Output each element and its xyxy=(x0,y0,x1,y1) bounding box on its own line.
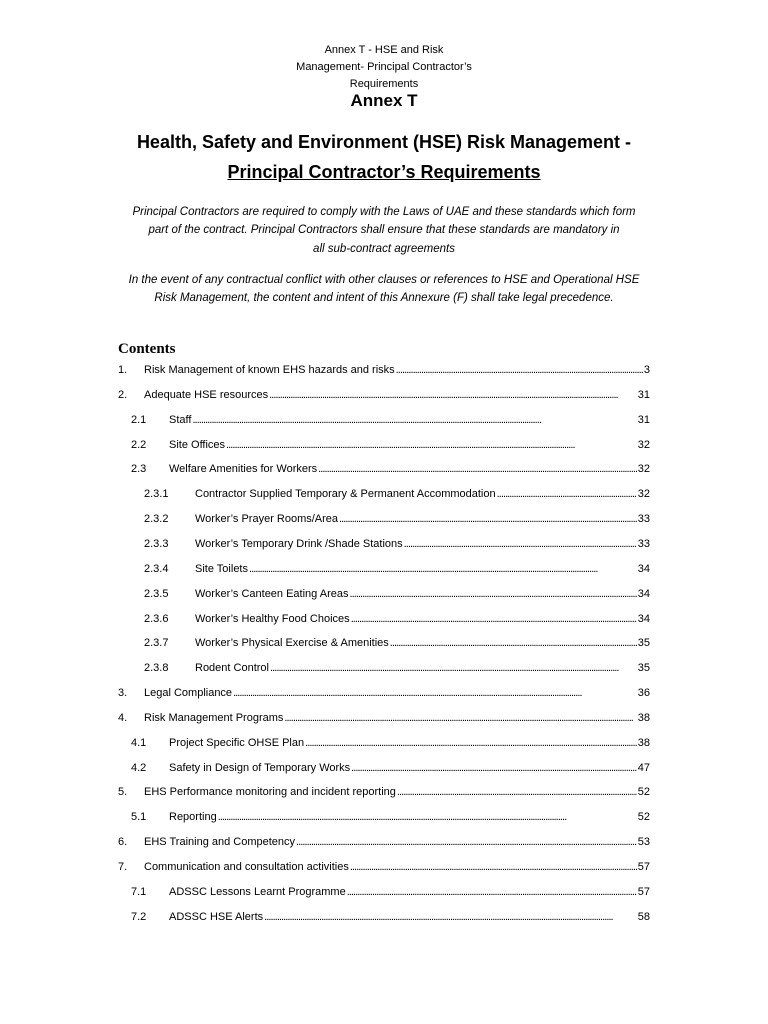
toc-entry-number: 2.3.4 xyxy=(144,562,169,575)
toc-dot-leader xyxy=(270,660,637,676)
toc-entry-title: Welfare Amenities for Workers xyxy=(169,463,318,476)
toc-entry-number: 7. xyxy=(118,861,128,873)
toc-dot-leader xyxy=(264,909,637,925)
toc-entry-number: 2.3.6 xyxy=(144,612,169,625)
toc-entry-page-number: 34 xyxy=(637,612,650,625)
toc-dot-leader xyxy=(305,735,637,751)
toc-entry[interactable] xyxy=(0,561,768,577)
toc-entry-title: Site Toilets xyxy=(195,562,248,575)
toc-dot-leader xyxy=(349,586,636,602)
toc-dot-leader xyxy=(218,809,637,825)
toc-entry-number: 6. xyxy=(118,836,128,849)
toc-entry-number: 2.3.1 xyxy=(144,488,169,501)
toc-dot-leader xyxy=(296,834,637,850)
toc-entry-title: Staff xyxy=(169,413,192,426)
toc-entry[interactable] xyxy=(0,735,768,751)
toc-dot-leader xyxy=(497,486,637,502)
toc-dot-leader xyxy=(404,536,637,552)
toc-entry-number: 2.3.8 xyxy=(144,662,169,675)
precedence-paragraph-line-1: In the event of any contractual conflict with other clauses or references to HSE and Operational HSE xyxy=(128,274,640,286)
toc-entry-title: Contractor Supplied Temporary & Permanent Accommodation xyxy=(195,488,496,501)
toc-entry-page-number: 35 xyxy=(637,662,650,675)
toc-entry[interactable] xyxy=(0,412,768,428)
toc-entry-page-number: 52 xyxy=(637,786,650,799)
toc-entry-page-number: 58 xyxy=(637,910,650,923)
toc-entry-page-number: 32 xyxy=(637,488,650,501)
toc-entry-title: EHS Performance monitoring and incident reporting xyxy=(144,786,396,799)
toc-entry-number: 7.1 xyxy=(131,885,147,898)
toc-entry-title: Project Specific OHSE Plan xyxy=(169,736,305,749)
toc-entry-number: 2.2 xyxy=(131,438,147,451)
toc-dot-leader xyxy=(284,710,636,726)
toc-entry-number: 2.3.2 xyxy=(144,513,169,526)
toc-entry-title: EHS Training and Competency xyxy=(144,836,296,849)
main-title-line-1: Health, Safety and Environment (HSE) Risk Management - xyxy=(136,132,632,152)
toc-entry-number: 5.1 xyxy=(131,811,147,824)
intro-paragraph-line-3: all sub-contract agreements xyxy=(313,243,455,255)
toc-entry-title: Adequate HSE resources xyxy=(144,388,269,401)
toc-entry[interactable] xyxy=(0,834,768,850)
toc-dot-leader xyxy=(339,511,637,527)
toc-entry-title: ADSSC HSE Alerts xyxy=(169,910,264,923)
toc-dot-leader xyxy=(318,461,637,477)
toc-entry[interactable] xyxy=(0,486,768,502)
toc-entry-page-number: 32 xyxy=(637,438,650,451)
toc-entry-title: Worker’s Healthy Food Choices xyxy=(195,612,350,625)
toc-entry-title: Risk Management Programs xyxy=(144,711,284,724)
main-title-line-2: Principal Contractor’s Requirements xyxy=(227,162,541,182)
toc-entry[interactable] xyxy=(0,586,768,602)
toc-entry[interactable] xyxy=(0,909,768,925)
toc-entry-number: 2.3.5 xyxy=(144,587,169,600)
toc-dot-leader xyxy=(233,685,637,701)
toc-entry-page-number: 36 xyxy=(637,687,650,700)
toc-entry[interactable] xyxy=(0,859,768,875)
toc-dot-leader xyxy=(249,561,637,577)
toc-dot-leader xyxy=(390,635,637,651)
toc-entry[interactable] xyxy=(0,437,768,453)
running-header-line-1: Annex T - HSE and Risk xyxy=(324,44,444,56)
toc-entry[interactable] xyxy=(0,809,768,825)
toc-entry-title: Site Offices xyxy=(169,438,226,451)
toc-entry-page-number: 33 xyxy=(637,513,650,526)
toc-entry-page-number: 31 xyxy=(637,388,650,401)
toc-entry-page-number: 57 xyxy=(637,885,650,898)
toc-entry-number: 4.2 xyxy=(131,761,147,774)
intro-paragraph-line-2: part of the contract. Principal Contractors shall ensure that these standards are mandatory in xyxy=(148,224,620,236)
annex-title: Annex T xyxy=(350,91,418,110)
toc-dot-leader xyxy=(397,784,637,800)
toc-entry-page-number: 47 xyxy=(637,761,650,774)
toc-entry-title: ADSSC Lessons Learnt Programme xyxy=(169,885,346,898)
toc-entry-number: 2. xyxy=(118,388,128,401)
toc-dot-leader xyxy=(347,884,637,900)
toc-dot-leader xyxy=(192,412,636,428)
toc-entry-title: Rodent Control xyxy=(195,662,269,675)
toc-entry[interactable] xyxy=(0,511,768,527)
toc-entry-title: Worker’s Physical Exercise & Amenities xyxy=(195,637,389,650)
toc-entry[interactable] xyxy=(0,660,768,676)
toc-entry-title: Safety in Design of Temporary Works xyxy=(169,761,351,774)
toc-entry-page-number: 57 xyxy=(637,861,650,873)
toc-dot-leader xyxy=(269,387,637,403)
toc-dot-leader xyxy=(226,437,637,453)
toc-entry-page-number: 35 xyxy=(637,637,650,650)
toc-entry-number: 4.1 xyxy=(131,736,147,749)
toc-entry[interactable] xyxy=(0,461,768,477)
toc-entry-number: 5. xyxy=(118,786,128,799)
toc-dot-leader xyxy=(351,760,637,776)
toc-entry[interactable] xyxy=(0,387,768,403)
toc-entry[interactable] xyxy=(0,784,768,800)
toc-dot-leader xyxy=(396,362,643,378)
toc-entry-page-number: 34 xyxy=(637,562,650,575)
toc-entry-page-number: 53 xyxy=(637,836,650,849)
toc-entry-page-number: 38 xyxy=(637,736,650,749)
running-header-line-2: Management- Principal Contractor’s xyxy=(296,61,472,73)
toc-entry-page-number: 38 xyxy=(637,711,650,724)
toc-entry-title: Legal Compliance xyxy=(144,687,233,700)
toc-entry[interactable] xyxy=(0,884,768,900)
toc-entry[interactable] xyxy=(0,635,768,651)
toc-entry[interactable] xyxy=(0,710,768,726)
toc-entry[interactable] xyxy=(0,362,768,378)
toc-entry-page-number: 52 xyxy=(637,811,650,824)
toc-entry-page-number: 3 xyxy=(643,364,650,376)
toc-entry-number: 2.3.7 xyxy=(144,637,169,650)
toc-entry-page-number: 34 xyxy=(637,587,650,600)
toc-entry[interactable] xyxy=(0,685,768,701)
toc-entry-title: Risk Management of known EHS hazards and risks xyxy=(144,364,395,376)
toc-dot-leader xyxy=(351,611,637,627)
toc-entry-title: Worker’s Temporary Drink /Shade Stations xyxy=(195,537,403,550)
toc-entry-number: 2.3.3 xyxy=(144,537,169,550)
toc-entry-page-number: 31 xyxy=(637,413,650,426)
toc-dot-leader xyxy=(350,859,637,875)
intro-paragraph-line-1: Principal Contractors are required to comply with the Laws of UAE and these standards which form xyxy=(132,206,636,218)
toc-entry-title: Worker’s Canteen Eating Areas xyxy=(195,587,349,600)
contents-heading: Contents xyxy=(118,341,176,357)
toc-entry-number: 3. xyxy=(118,687,128,700)
running-header-line-3: Requirements xyxy=(349,78,419,90)
toc-entry-number: 1. xyxy=(118,364,128,376)
toc-entry-number: 2.3 xyxy=(131,463,147,476)
toc-entry[interactable] xyxy=(0,536,768,552)
toc-entry[interactable] xyxy=(0,611,768,627)
toc-entry-title: Reporting xyxy=(169,811,217,824)
toc-entry-page-number: 32 xyxy=(637,463,650,476)
toc-entry-title: Worker’s Prayer Rooms/Area xyxy=(195,513,339,526)
toc-entry-page-number: 33 xyxy=(637,537,650,550)
toc-entry-number: 4. xyxy=(118,711,128,724)
toc-entry-title: Communication and consultation activities xyxy=(144,861,349,873)
toc-entry[interactable] xyxy=(0,760,768,776)
toc-entry-number: 2.1 xyxy=(131,413,147,426)
precedence-paragraph-line-2: Risk Management, the content and intent of this Annexure (F) shall take legal precedence. xyxy=(154,292,614,304)
toc-entry-number: 7.2 xyxy=(131,910,147,923)
